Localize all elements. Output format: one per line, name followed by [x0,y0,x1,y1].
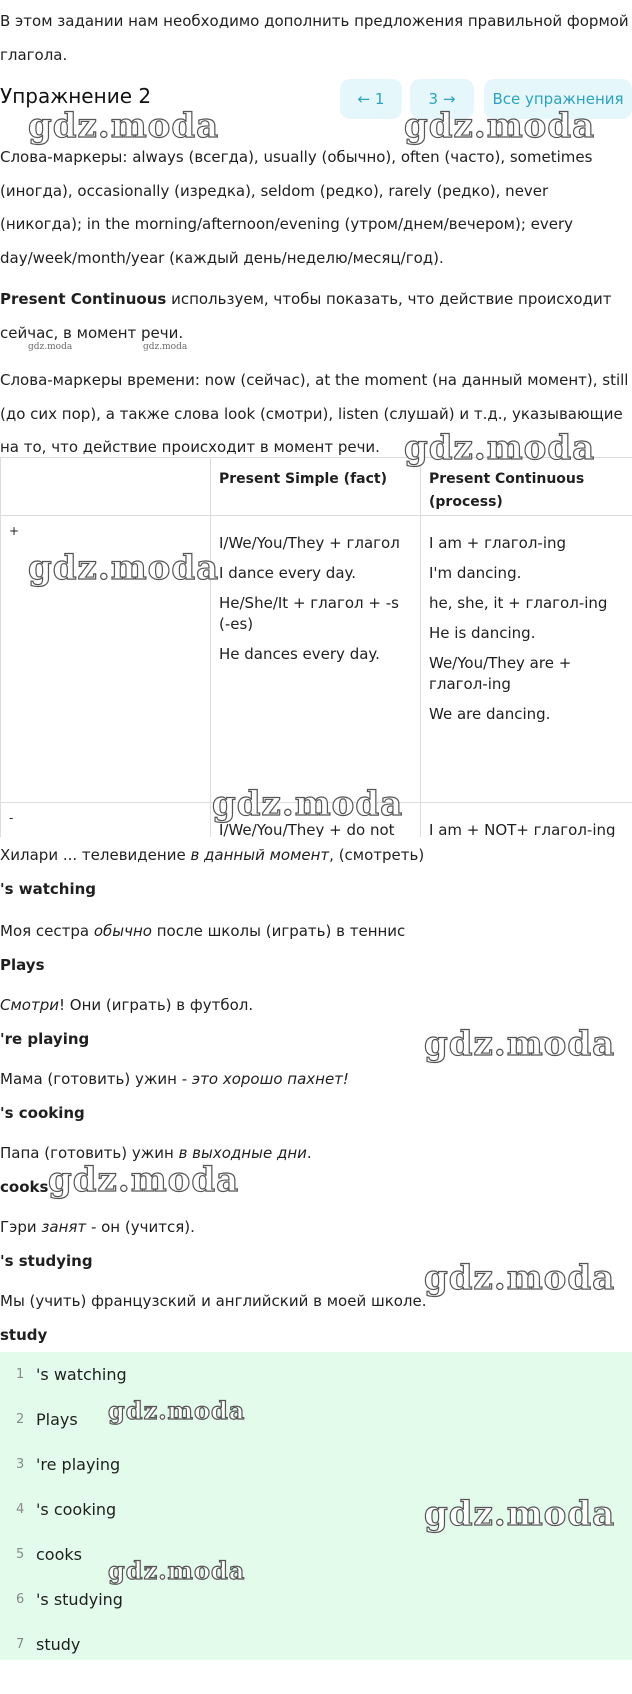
markers-simple-text: Слова-маркеры: always (всегда), usually (обычно), often (часто), sometimes (иногда), occasionally (изредка), seldom (редко), rarely (редко), never (никогда); in the morning/afternoon/evening (утром/днем/вечером); every day/week/month/year (каждый день/неделю/месяц/год). [0,148,593,267]
answer-item-text: 's studying [36,1590,123,1609]
table-cell [211,516,421,803]
grammar-table [0,457,632,837]
question-block [0,1070,632,1122]
watermark-small: gdz.moda [28,342,73,352]
table-cell [421,516,632,803]
table-cell-symbol: - [1,803,211,838]
table-line: We/You/They are + глагол-ing [429,654,572,693]
answer-number: 6 [16,1592,25,1607]
answer-number: 2 [16,1412,25,1427]
exercise-title: Упражнение 2 [0,84,152,108]
question-text: Хилари ... телевидение в данный момент, (смотреть) [0,846,425,864]
answer-number: 5 [16,1547,25,1562]
answer-text: 's cooking [0,1104,85,1122]
watermark: gdz.moda [108,1396,246,1425]
answer-text: 's watching [0,880,97,898]
question-block [0,846,632,898]
present-continuous-term: Present Continuous [0,290,167,308]
answer-text: cooks [0,1178,49,1196]
watermark-small: gdz.moda [143,342,188,352]
answer-item-text: Plays [36,1410,78,1429]
answer-number: 1 [16,1367,25,1382]
question-text: Папа (готовить) ужин в выходные дни. [0,1144,312,1162]
table-line: We are dancing. [429,705,551,723]
watermark: gdz.moda [212,784,404,824]
watermark: gdz.moda [424,1494,616,1534]
table-line: I am + NOT+ глагол-ing [429,821,616,837]
table-line: He is dancing. [429,624,536,642]
question-text: Моя сестра обычно после школы (играть) в теннис [0,922,406,940]
markers-continuous-text: Слова-маркеры времени: now (сейчас), at the moment (на данный момент), still (до сих пор), а также слова look (смотри), listen (слушай) и т.д., указывающие на то, что действие происходит в момент речи. [0,371,629,456]
answer-item-text: 's watching [36,1365,127,1384]
question-text: Мама (готовить) ужин - это хорошо пахнет! [0,1070,349,1088]
table-line: he, she, it + глагол-ing [429,594,608,612]
present-continuous-text: используем, чтобы показать, что действие происходит сейчас, в момент речи. [0,290,612,342]
table-header-cell [1,458,211,516]
watermark: gdz.moda [404,106,596,146]
answer-number: 7 [16,1637,25,1652]
table-cell [421,803,632,838]
table-line: I/We/You/They + do not [219,821,395,837]
watermark: gdz.moda [424,1024,616,1064]
watermark: gdz.moda [28,106,220,146]
table-line: I'm dancing. [429,564,522,582]
table-line: I dance every day. [219,564,357,582]
table-header-cell: Present Simple (fact) [211,458,421,516]
watermark: gdz.moda [424,1258,616,1298]
table-line: He dances every day. [219,645,380,663]
question-text: Гэри занят - он (учится). [0,1218,195,1236]
answer-text: Plays [0,956,45,974]
answer-item-text: 're playing [36,1455,121,1474]
question-text: Смотри! Они (играть) в футбол. [0,996,254,1014]
next-exercise-button[interactable]: 3 → [410,79,474,119]
answer-text: study [0,1326,48,1344]
question-text: Мы (учить) французский и английский в моей школе. [0,1292,427,1310]
table-header-cell: Present Continuous (process) [421,458,632,516]
table-line: He/She/It + глагол + -s (-es) [219,594,399,633]
answer-text: 's studying [0,1252,93,1270]
watermark: gdz.moda [108,1556,246,1585]
prev-exercise-button[interactable]: ← 1 [340,79,402,119]
question-block [0,1292,632,1344]
intro-text: В этом задании нам необходимо дополнить предложения правильной формой глагола. [0,12,629,64]
answer-item-text: cooks [36,1545,82,1564]
answer-text: 're playing [0,1030,90,1048]
all-exercises-button[interactable]: Все упражнения [484,79,632,119]
answer-item-text: 's cooking [36,1500,117,1519]
answer-item-text: study [36,1635,81,1654]
watermark: gdz.moda [48,1160,240,1200]
question-block [0,922,632,974]
table-cell-symbol: + [1,516,211,803]
watermark: gdz.moda [28,548,220,588]
table-line: I/We/You/They + глагол [219,534,400,552]
answer-number: 3 [16,1457,25,1472]
watermark: gdz.moda [404,428,596,468]
table-line: I am + глагол-ing [429,534,567,552]
present-continuous-description [0,283,632,350]
answer-number: 4 [16,1502,25,1517]
